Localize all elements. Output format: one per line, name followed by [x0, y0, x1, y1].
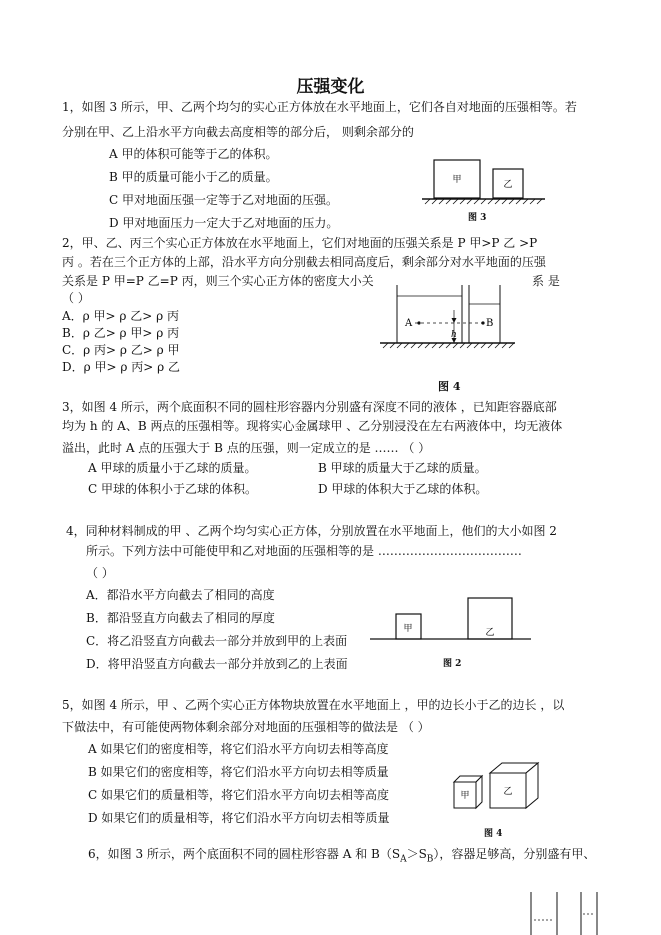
q3-option-c: C 甲球的体积小于乙球的体积。 [88, 482, 257, 496]
q6-line1 [88, 846, 595, 868]
q6-sub-a: A [400, 854, 407, 865]
point-a-label: A [405, 318, 413, 329]
figure-4-containers [375, 280, 520, 360]
q4-option-a: A．都沿水平方向截去了相同的高度 [86, 588, 275, 602]
q4-option-d: D．将甲沿竖直方向截去一部分并放到乙的上表面 [86, 657, 348, 671]
q1-option-d: D 甲对地面压力一定大于乙对地面的压力。 [109, 216, 339, 230]
q3-option-d: D 甲球的体积大于乙球的体积。 [318, 482, 488, 496]
figure-4-caption: 图 4 [438, 380, 461, 393]
q4-option-b: B．都沿竖直方向截去了相同的厚度 [86, 611, 275, 625]
q5-option-c: C 如果它们的质量相等，将它们沿水平方向切去相等高度 [88, 788, 389, 802]
cube-jia-label: 甲 [452, 175, 462, 185]
q3-option-a: A 甲球的质量小于乙球的质量。 [88, 461, 257, 475]
q1-line2: 分别在甲、乙上沿水平方向截去高度相等的部分后， 则剩余部分的 [62, 125, 414, 139]
q2-line1: 2，甲、乙、丙三个实心正方体放在水平地面上，它们对地面的压强关系是 P 甲>P 乙 >P [62, 236, 538, 250]
q4-option-c: C．将乙沿竖直方向截去一部分并放到甲的上表面 [86, 634, 348, 648]
q3-line1: 3，如图 4 所示，两个底面积不同的圆柱形容器内分别盛有深度不同的液体 ，已知距容器底部 [62, 400, 557, 414]
q6-line1-start: 6，如图 3 所示，两个底面积不同的圆柱形容器 A 和 B（S [88, 847, 401, 861]
h-label: h [451, 330, 457, 340]
q4-line1: 4，同种材料制成的甲 、乙两个均匀实心正方体，分别放置在水平地面上，他们的大小如图 2 [66, 524, 557, 538]
q2-option-a: A．ρ 甲> ρ 乙> ρ 丙 [62, 309, 180, 323]
h-arrow-top [452, 318, 457, 323]
q1-option-a: A 甲的体积可能等于乙的体积。 [109, 147, 278, 161]
q4-line2: 所示。下列方法中可能使甲和乙对地面的压强相等的是 ……………………………… [86, 544, 522, 558]
q5-line1: 5，如图 4 所示，甲 、乙两个实心正方体物块放置在水平地面上 ，甲的边长小于乙的边长 ，以 [62, 698, 565, 712]
q5-option-d: D 如果它们的质量相等，将它们沿水平方向切去相等质量 [88, 811, 390, 825]
page-title: 压强变化 [296, 77, 365, 97]
q2-line2: 丙 。若在三个正方体的上部，沿水平方向分别截去相同高度后，剩余部分对水平地面的压强 [62, 255, 546, 269]
q6-gt: ＞S [406, 847, 427, 861]
point-b [481, 321, 484, 324]
cube-jia-label: 甲 [460, 791, 470, 801]
q1-option-c: C 甲对地面压强一定等于乙对地面的压强。 [109, 193, 338, 207]
q3-line3: 溢出，此时 A 点的压强大于 B 点的压强，则一定成立的是 …… （ ） [62, 441, 431, 455]
q5-line2: 下做法中，有可能使两物体剩余部分对地面的压强相等的做法是 （ ） [62, 720, 430, 734]
cube-yi-label: 乙 [485, 628, 495, 638]
q2-option-c: C．ρ 丙> ρ 乙> ρ 甲 [62, 343, 180, 357]
figure-4-caption-q5: 图 4 [484, 829, 503, 839]
figure-2-cubes [368, 592, 533, 652]
q2-line4: （ ） [62, 291, 90, 305]
q2-option-d: D．ρ 甲> ρ 丙> ρ 乙 [62, 360, 180, 374]
figure-4-3d-cubes [450, 760, 545, 815]
cube-yi-label: 乙 [503, 180, 513, 190]
cube-yi-label: 乙 [503, 787, 513, 797]
q6-sub-b: B [426, 854, 434, 865]
q5-option-a: A 如果它们的密度相等，将它们沿水平方向切去相等高度 [88, 742, 389, 756]
q3-line2: 均为 h 的 A、B 两点的压强相等。现将实心金属球甲 、乙分别浸没在左右两液体中，均无液体 [62, 419, 563, 433]
figure-2-caption: 图 2 [443, 659, 462, 669]
q1-line1: 1，如图 3 所示，甲、乙两个均匀的实心正方体放在水平地面上，它们各自对地面的压强相等。若 [62, 100, 577, 114]
cube-jia-side [476, 776, 482, 808]
point-a [417, 321, 420, 324]
q1-option-b: B 甲的质量可能小于乙的质量。 [109, 170, 278, 184]
q3-option-b: B 甲球的质量大于乙球的质量。 [318, 461, 487, 475]
q2-line3: 关系是 P 甲=P 乙=P 丙，则三个实心正方体的密度大小关 [62, 274, 374, 288]
q6-line1-end: ），容器足够高，分别盛有甲、 [433, 847, 596, 861]
q2-option-b: B．ρ 乙> ρ 甲> ρ 丙 [62, 326, 180, 340]
q4-line3: （ ） [86, 566, 114, 580]
figure-3-caption: 图 3 [468, 213, 487, 223]
q5-option-b: B 如果它们的密度相等，将它们沿水平方向切去相等质量 [88, 765, 389, 779]
cube-jia-label: 甲 [403, 624, 413, 634]
figure-3-containers-partial [525, 890, 605, 935]
q2-line3-end: 系 是 [532, 274, 560, 288]
point-b-label: B [486, 318, 494, 329]
